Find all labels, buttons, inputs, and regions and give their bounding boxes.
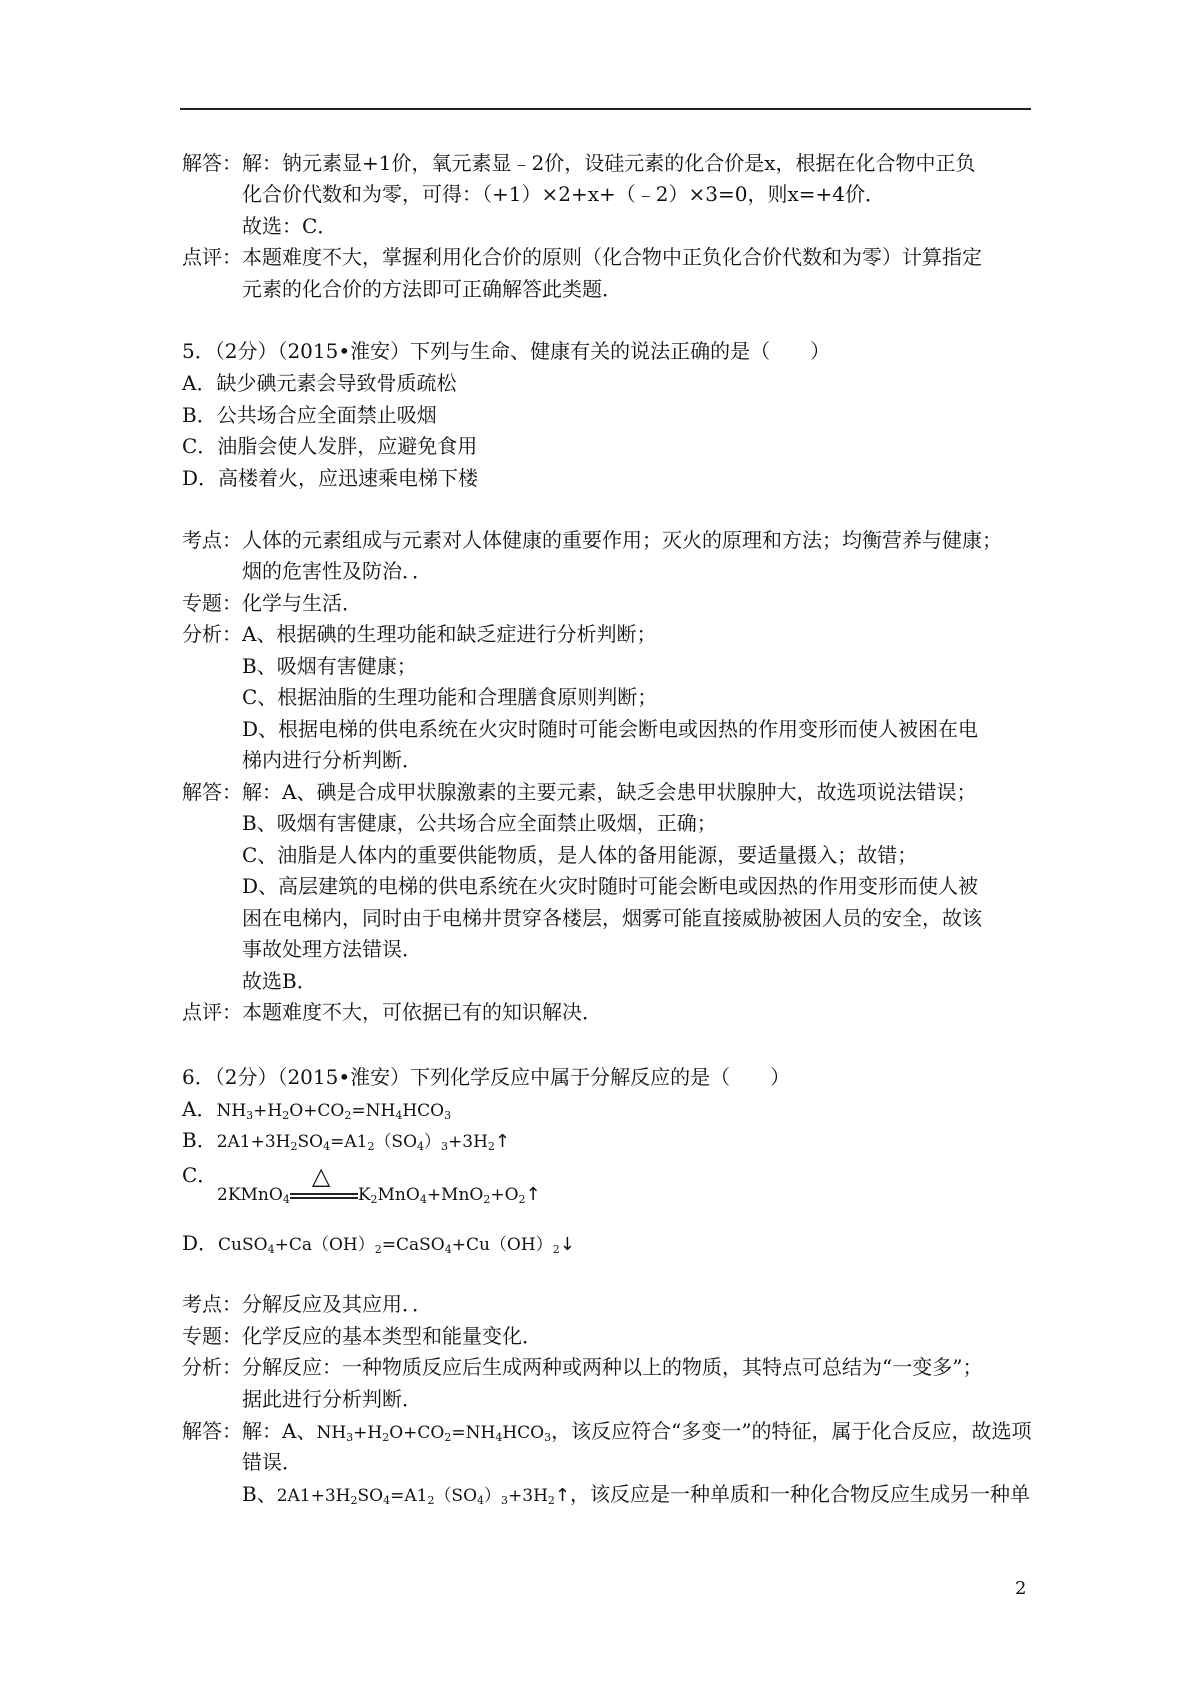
- q5-jieda-line: C、油脂是人体内的重要供能物质，是人体的备用能源，要适量摄入；故错；: [242, 843, 918, 867]
- header-rule: [180, 108, 1031, 110]
- option-label: A．: [182, 1097, 217, 1121]
- q5-kaodian-line: 人体的元素组成与元素对人体健康的重要作用；灭火的原理和方法；均衡营养与健康；: [242, 528, 1002, 552]
- q6-fenxi-label: 分析：: [182, 1355, 242, 1379]
- q4-review-line: 元素的化合价的方法即可正确解答此类题．: [242, 277, 622, 301]
- q5-fenxi-line: D、根据电梯的供电系统在火灾时随时可能会断电或因热的作用变形而使人被困在电: [242, 717, 979, 741]
- q5-zhuanti-label: 专题：: [182, 591, 242, 615]
- option-label: B．: [182, 1128, 217, 1152]
- q5-fenxi-label: 分析：: [182, 622, 242, 646]
- q5-dianping: 本题难度不大，可依据已有的知识解决．: [242, 1000, 602, 1024]
- q6-zhuanti: 化学反应的基本类型和能量变化．: [242, 1324, 542, 1348]
- q5-jieda-line: 事故处理方法错误．: [242, 937, 422, 961]
- q5-zhuanti: 化学与生活．: [242, 591, 362, 615]
- delta-symbol: △: [311, 1161, 331, 1190]
- q6-kaodian: 分解反应及其应用．．: [242, 1292, 432, 1316]
- q6-option-b: [182, 1127, 510, 1155]
- q6-kaodian-label: 考点：: [182, 1292, 242, 1316]
- jieda-start: B、: [242, 1482, 277, 1506]
- q6-option-c-label: C．: [182, 1163, 218, 1187]
- q5-kaodian-line: 烟的危害性及防治．．: [242, 559, 432, 583]
- q5-option-a: A．缺少碘元素会导致骨质疏松: [182, 371, 457, 395]
- jieda-tail: ，该反应是一种单质和一种化合物反应生成另一种单: [570, 1482, 1031, 1506]
- reaction-condition: [290, 1161, 358, 1205]
- q6-option-a: [182, 1096, 451, 1124]
- q4-answer-line: 故选：C．: [242, 214, 338, 238]
- q5-dianping-label: 点评：: [182, 1000, 242, 1024]
- q6-fenxi-line: 据此进行分析判断．: [242, 1387, 422, 1411]
- option-label: D．: [182, 1231, 219, 1255]
- q5-jieda-label: 解答：: [182, 780, 242, 804]
- q6-option-c-equation: 2KMnO$_4$ △ $K_2MnO_4+MnO_2+O_2↑$: [217, 1161, 541, 1206]
- q5-option-d: D．高楼着火，应迅速乘电梯下楼: [182, 466, 479, 490]
- q5-jieda-line: 解：A、碘是合成甲状腺激素的主要元素，缺乏会患甲状腺肿大，故选项说法错误；: [242, 780, 977, 804]
- q4-answer-line: 解：钠元素显+1价，氧元素显﹣2价，设硅元素的化合价是x，根据在化合物中正负: [242, 151, 976, 175]
- equation: $2A1+3H_2SO_4=A1_2(SO_4)_3+3H_2↑$: [276, 1485, 571, 1507]
- q5-fenxi-line: C、根据油脂的生理功能和合理膳食原则判断；: [242, 685, 658, 709]
- q5-kaodian-label: 考点：: [182, 528, 242, 552]
- q5-fenxi-line: B、吸烟有害健康；: [242, 654, 417, 678]
- q5-option-b: B．公共场合应全面禁止吸烟: [182, 403, 437, 427]
- q5-jieda-line: B、吸烟有害健康，公共场合应全面禁止吸烟，正确；: [242, 811, 717, 835]
- equation: $NH_3+H_2O+CO_2=NH_4HCO_3$: [216, 1101, 452, 1122]
- q6-jieda-line: [242, 1418, 1032, 1446]
- jieda-start: 解：A、: [242, 1419, 317, 1443]
- q6-stem: 6．（2分）（2015•淮安）下列化学反应中属于分解反应的是（ ）: [182, 1065, 791, 1089]
- q4-review-line: 本题难度不大，掌握利用化合价的原则（化合物中正负化合价代数和为零）计算指定: [242, 245, 982, 269]
- equation: $CuSO_4+Ca(OH)_2=CaSO_4+Cu(OH)_2↓$: [218, 1234, 575, 1256]
- q4-answer-label: 解答：: [182, 151, 242, 175]
- equation: $2A1+3H_2SO_4=A1_2(SO_4)_3+3H_2↑$: [216, 1131, 511, 1153]
- equation: $NH_3+H_2O+CO_2=NH_4HCO_3$: [316, 1423, 552, 1444]
- q6-jieda-line: 错误．: [242, 1450, 302, 1474]
- q6-zhuanti-label: 专题：: [182, 1324, 242, 1348]
- q5-jieda-line: D、高层建筑的电梯的供电系统在火灾时随时可能会断电或因热的作用变形而使人被: [242, 874, 979, 898]
- q5-jieda-line: 困在电梯内，同时由于电梯井贯穿各楼层，烟雾可能直接威胁被困人员的安全，故该: [242, 906, 982, 930]
- q6-fenxi-line: 分解反应：一种物质反应后生成两种或两种以上的物质，其特点可总结为“一变多”；: [242, 1355, 983, 1379]
- q6-jieda-label: 解答：: [182, 1419, 242, 1443]
- q5-jieda-line: 故选B．: [242, 969, 317, 993]
- q5-fenxi-line: A、根据碘的生理功能和缺乏症进行分析判断；: [242, 622, 657, 646]
- page-number: 2: [1015, 1578, 1027, 1599]
- q4-review-label: 点评：: [182, 245, 242, 269]
- q5-fenxi-line: 梯内进行分析判断．: [242, 748, 422, 772]
- q5-stem: 5．（2分）（2015•淮安）下列与生命、健康有关的说法正确的是（ ）: [182, 339, 831, 363]
- q5-option-c: C．油脂会使人发胖，应避免食用: [182, 434, 478, 458]
- q4-answer-line: 化合价代数和为零，可得：（+1）×2+x+（﹣2）×3=0，则x=+4价．: [242, 182, 885, 206]
- jieda-tail: ，该反应符合“多变一”的特征，属于化合反应，故选项: [551, 1419, 1032, 1443]
- q6-jieda-line: [242, 1481, 1030, 1509]
- q6-option-d: [182, 1230, 575, 1258]
